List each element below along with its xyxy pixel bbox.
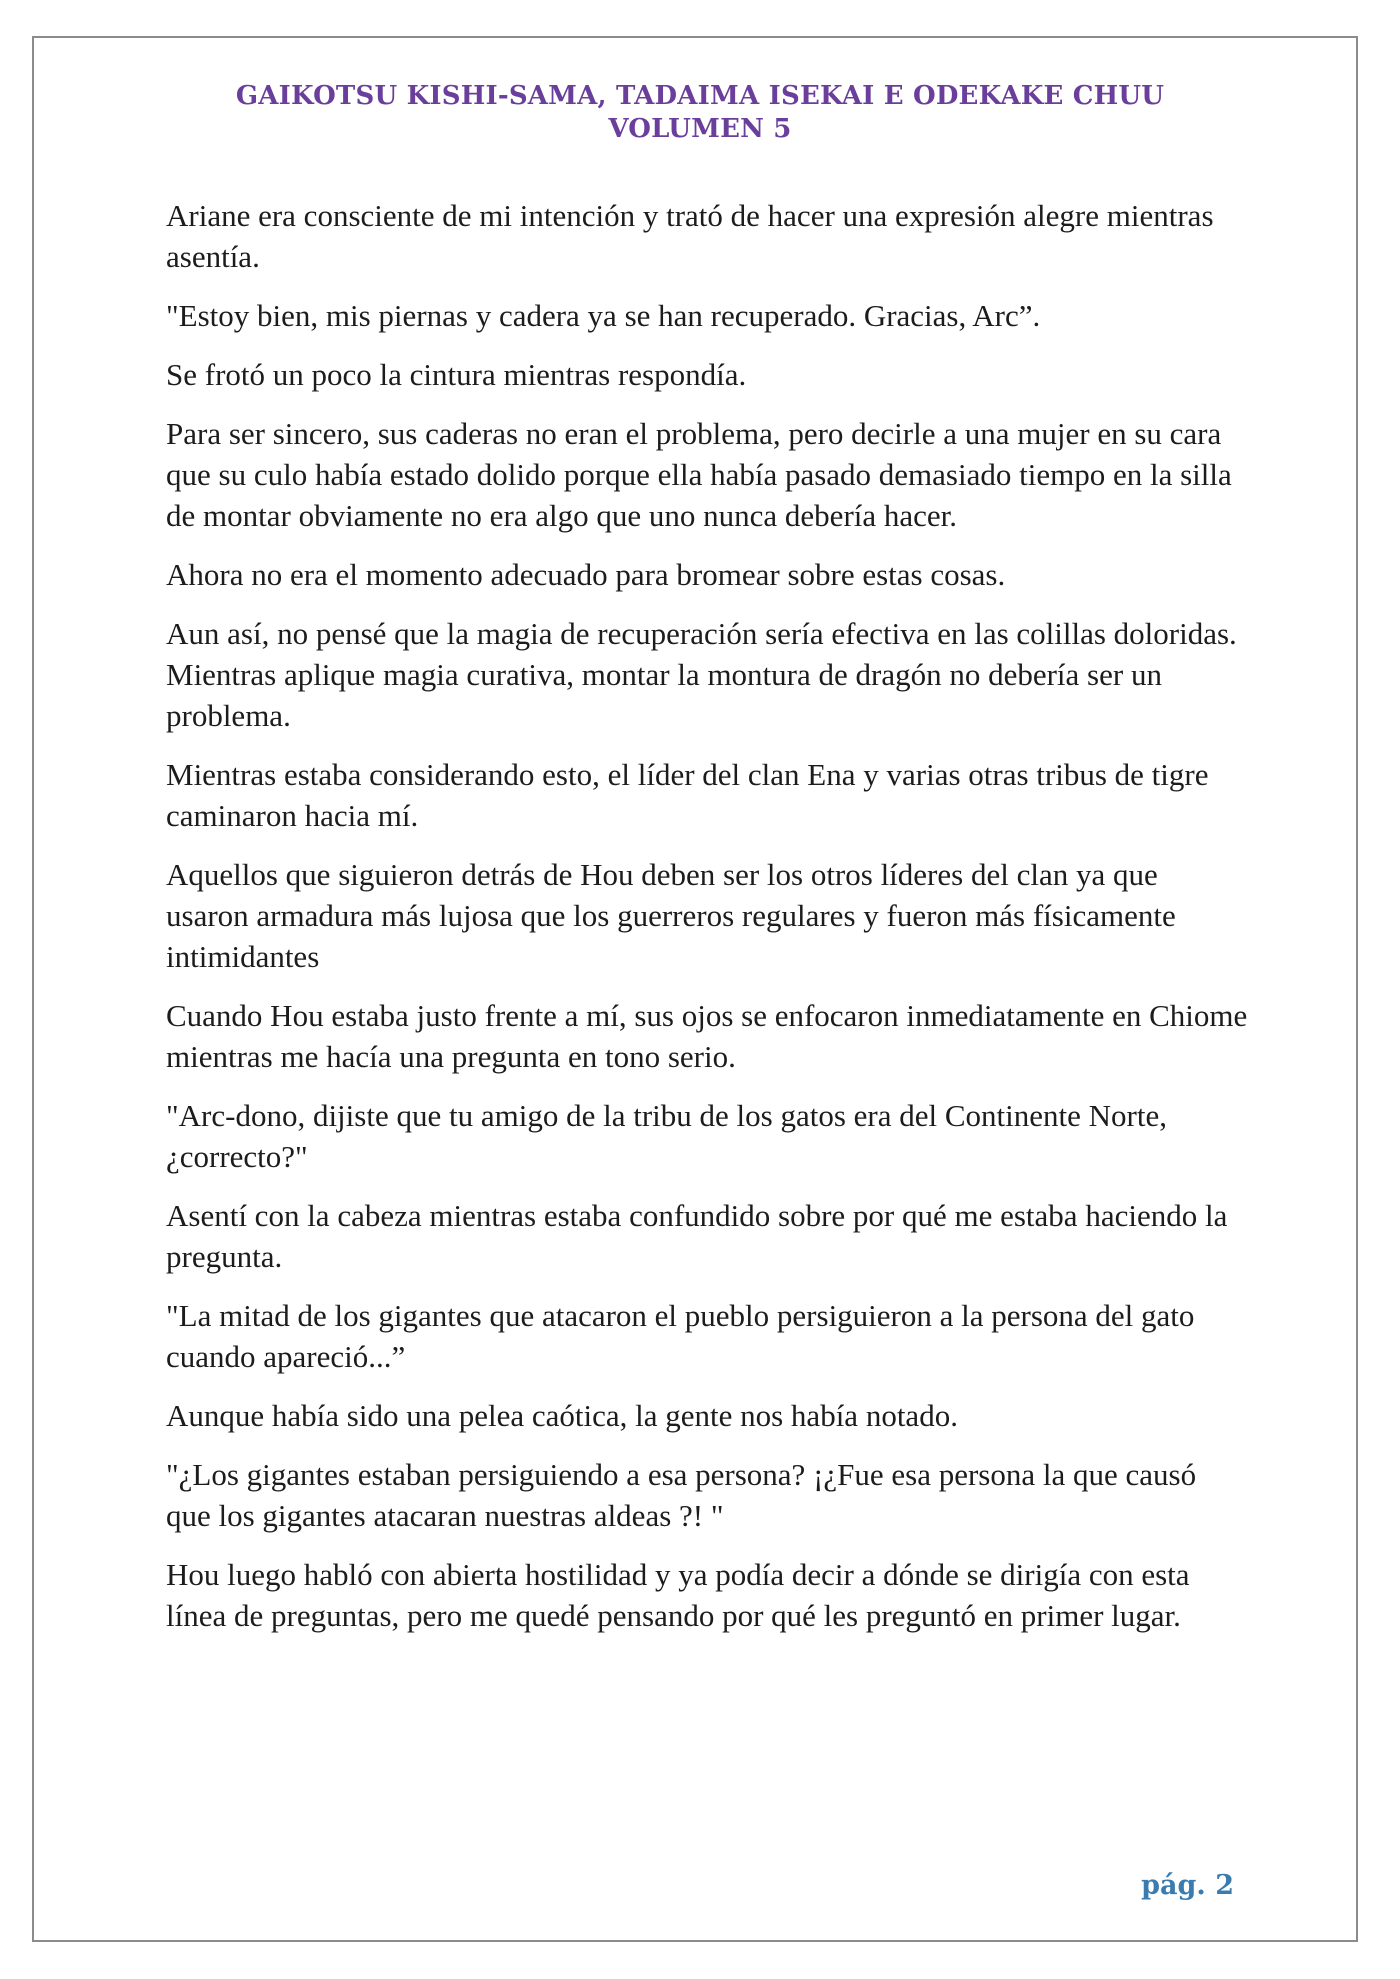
series-title: GAIKOTSU KISHI-SAMA, TADAIMA ISEKAI E ODEKAKE CHUU: [235, 81, 1165, 111]
paragraph: Para ser sincero, sus caderas no eran el problema, pero decirle a una mujer en su cara que su culo había estado dolido porque ella había pasado demasiado tiempo en la silla de montar obviamente no era algo que uno nunca debería hacer.: [166, 416, 1232, 533]
paragraph: Hou luego habló con abierta hostilidad y ya podía decir a dónde se dirigía con esta línea de preguntas, pero me quedé pensando por qué les preguntó en primer lugar.: [166, 1557, 1190, 1633]
document-header: [0, 80, 1400, 146]
paragraph: Cuando Hou estaba justo frente a mí, sus ojos se enfocaron inmediatamente en Chiome mientras me hacía una pregunta en tono serio.: [166, 998, 1248, 1074]
paragraph: Aun así, no pensé que la magia de recuperación sería efectiva en las colillas doloridas. Mientras aplique magia curativa, montar la montura de dragón no debería ser un problema.: [166, 616, 1237, 733]
paragraph: Mientras estaba considerando esto, el líder del clan Ena y varias otras tribus de tigre caminaron hacia mí.: [166, 757, 1209, 833]
paragraph: Asentí con la cabeza mientras estaba confundido sobre por qué me estaba haciendo la pregunta.: [166, 1198, 1228, 1274]
paragraph: Ahora no era el momento adecuado para bromear sobre estas cosas.: [166, 557, 1006, 592]
document-body: [166, 195, 1248, 1654]
paragraph: "Arc-dono, dijiste que tu amigo de la tribu de los gatos era del Continente Norte, ¿correcto?": [166, 1098, 1167, 1174]
paragraph: Aunque había sido una pelea caótica, la gente nos había notado.: [166, 1398, 958, 1433]
volume-title: VOLUMEN 5: [608, 114, 792, 144]
paragraph: "¿Los gigantes estaban persiguiendo a esa persona? ¡¿Fue esa persona la que causó que los gigantes atacaran nuestras aldeas ?! ": [166, 1457, 1197, 1533]
paragraph: Aquellos que siguieron detrás de Hou deben ser los otros líderes del clan ya que usaron armadura más lujosa que los guerreros regulares y fueron más físicamente intimidantes: [166, 857, 1176, 974]
paragraph: Se frotó un poco la cintura mientras respondía.: [166, 357, 747, 392]
page-number: pág. 2: [1141, 1870, 1234, 1901]
paragraph: Ariane era consciente de mi intención y trató de hacer una expresión alegre mientras asentía.: [166, 198, 1214, 274]
paragraph: "Estoy bien, mis piernas y cadera ya se han recuperado. Gracias, Arc”.: [166, 298, 1041, 333]
paragraph: "La mitad de los gigantes que atacaron el pueblo persiguieron a la persona del gato cuando apareció...”: [166, 1298, 1195, 1374]
